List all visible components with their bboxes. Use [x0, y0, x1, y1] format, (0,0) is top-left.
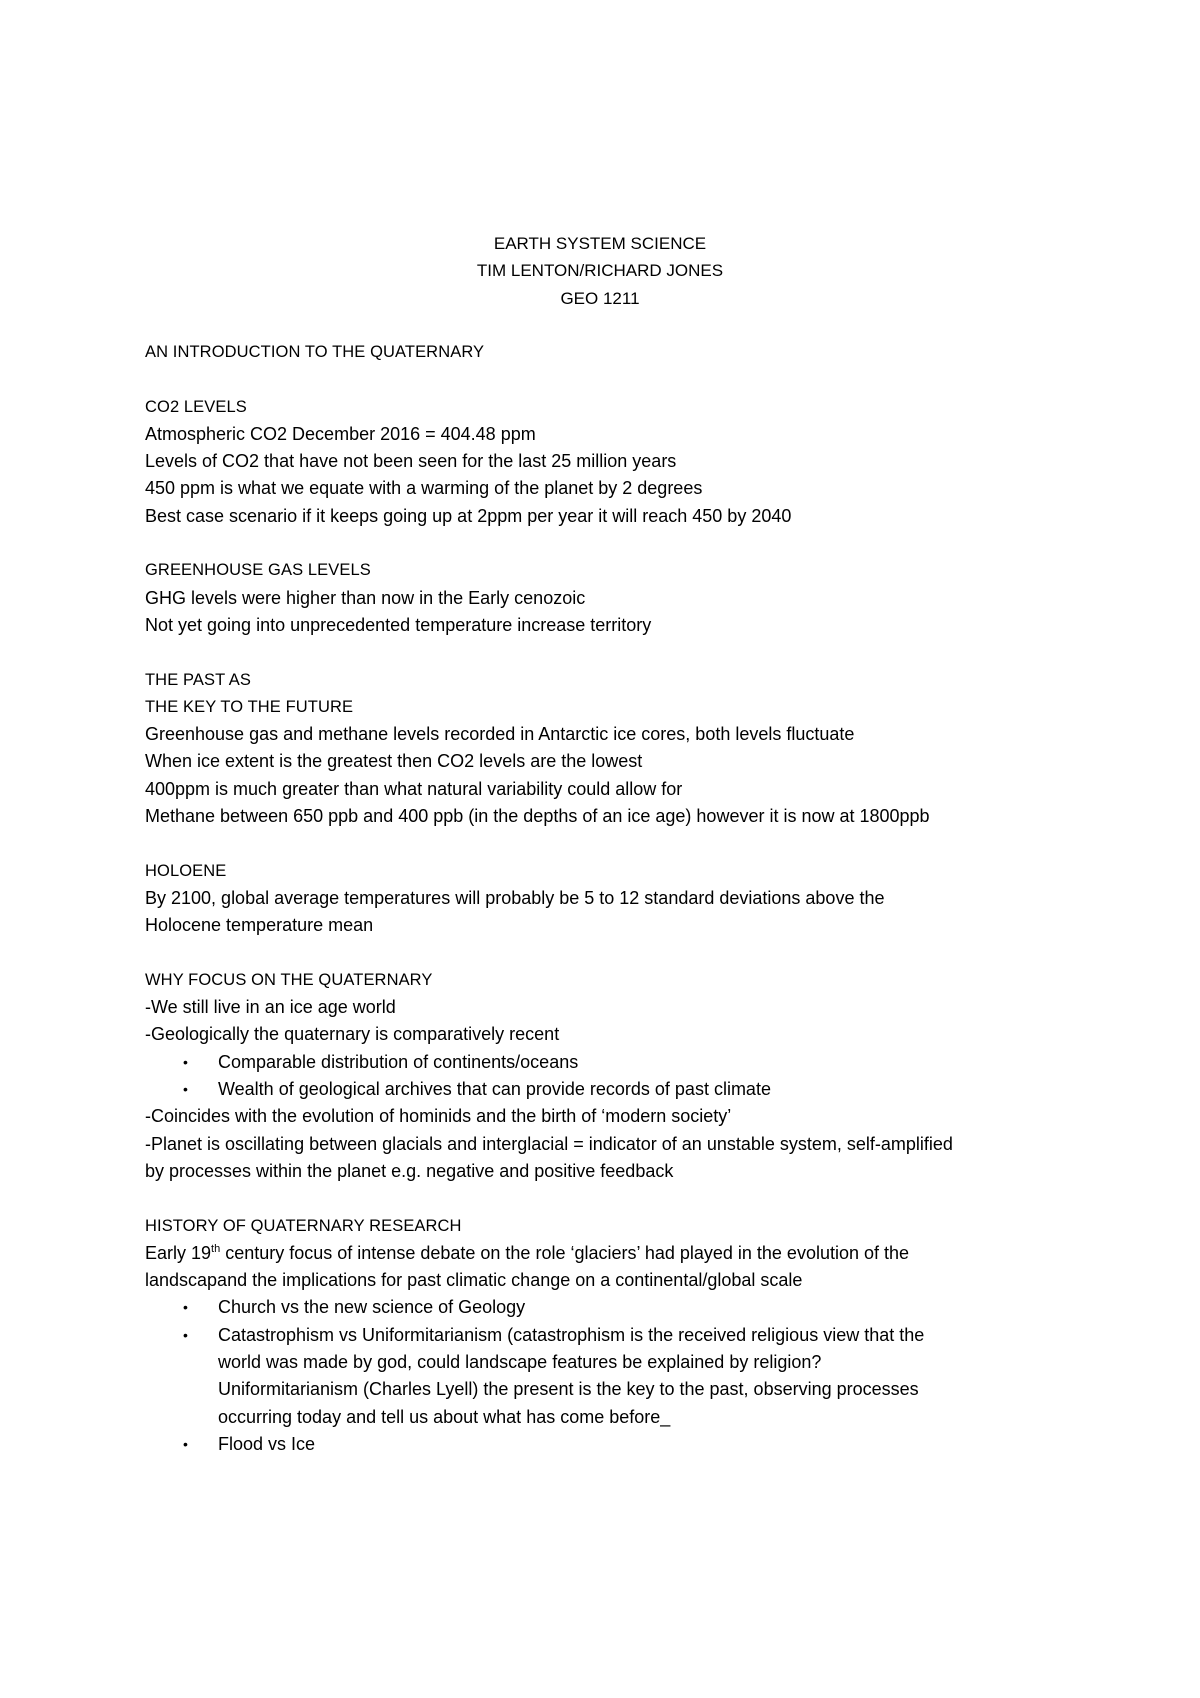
history-bullet-text: Uniformitarianism (Charles Lyell) the present is the key to the past, observing processes: [218, 1379, 919, 1400]
past-heading: THE KEY TO THE FUTURE: [145, 697, 354, 716]
co2-line: 450 ppm is what we equate with a warming of the planet by 2 degrees: [145, 478, 703, 499]
holoene-line: Holocene temperature mean: [145, 915, 374, 936]
history-text: Early 19: [145, 1242, 212, 1263]
spacer: [145, 830, 1075, 857]
history-bullet-text: occurring today and tell us about what has come before_: [218, 1406, 671, 1427]
past-line: When ice extent is the greatest then CO2 levels are the lowest: [145, 751, 643, 772]
past-line: Methane between 650 ppb and 400 ppb (in the depths of an ice age) however it is now at 1800ppb: [145, 806, 930, 827]
intro-heading: AN INTRODUCTION TO THE QUATERNARY: [145, 343, 485, 361]
co2-line: Best case scenario if it keeps going up at 2ppm per year it will reach 450 by 2040: [145, 505, 792, 526]
history-line: [145, 1240, 1075, 1267]
why-bullet-text: Comparable distribution of continents/oceans: [218, 1051, 579, 1072]
past-heading: THE PAST AS: [145, 670, 251, 689]
why-line: -We still live in an ice age world: [145, 997, 396, 1018]
spacer: [145, 366, 1075, 393]
ordinal-suffix: th: [211, 1242, 221, 1255]
why-heading: WHY FOCUS ON THE QUATERNARY: [145, 970, 433, 989]
list-item: [145, 1294, 1075, 1321]
past-line: Greenhouse gas and methane levels recorded in Antarctic ice cores, both levels fluctuate: [145, 724, 855, 745]
history-bullet-text: Church vs the new science of Geology: [218, 1297, 526, 1318]
spacer: [145, 530, 1075, 557]
why-line: -Planet is oscillating between glacials and interglacial = indicator of an unstable system, self-amplified: [145, 1133, 953, 1154]
bullet-icon: •: [183, 1299, 188, 1316]
spacer: [145, 940, 1075, 967]
history-heading: HISTORY OF QUATERNARY RESEARCH: [145, 1216, 462, 1235]
history-text: century focus of intense debate on the role ‘glaciers’ had played in the evolution of the: [220, 1242, 910, 1263]
notes-body: [145, 339, 1075, 1458]
course-title: EARTH SYSTEM SCIENCE: [493, 234, 707, 253]
holoene-heading: HOLOENE: [145, 861, 227, 880]
list-item: [145, 1049, 1075, 1076]
list-item: [145, 1322, 1075, 1431]
bullet-icon: •: [183, 1081, 188, 1098]
past-line: 400ppm is much greater than what natural variability could allow for: [145, 778, 683, 799]
bullet-icon: •: [183, 1326, 188, 1343]
why-line: -Coincides with the evolution of hominids and the birth of ‘modern society’: [145, 1106, 732, 1127]
course-authors: TIM LENTON/RICHARD JONES: [476, 261, 724, 281]
history-bullet-text: Catastrophism vs Uniformitarianism (catastrophism is the received religious view that the: [218, 1324, 925, 1345]
history-bullet-text: world was made by god, could landscape features be explained by religion?: [218, 1351, 822, 1372]
co2-line: Atmospheric CO2 December 2016 = 404.48 ppm: [145, 423, 536, 444]
title-block: [0, 230, 1200, 312]
spacer: [145, 1185, 1075, 1212]
ghg-line: Not yet going into unprecedented temperature increase territory: [145, 614, 652, 635]
co2-line: Levels of CO2 that have not been seen for the last 25 million years: [145, 451, 677, 472]
ghg-heading: GREENHOUSE GAS LEVELS: [145, 561, 371, 580]
course-code: GEO 1211: [560, 288, 640, 308]
holoene-line: By 2100, global average temperatures will probably be 5 to 12 standard deviations above the: [145, 887, 885, 908]
history-line: landscapand the implications for past climatic change on a continental/global scale: [145, 1270, 803, 1291]
history-bullet-text: Flood vs Ice: [218, 1433, 316, 1454]
history-bullet-list: [145, 1294, 1075, 1458]
why-line: -Geologically the quaternary is comparatively recent: [145, 1024, 560, 1045]
bullet-icon: •: [183, 1053, 188, 1070]
why-bullet-list: [145, 1049, 1075, 1104]
co2-heading: CO2 LEVELS: [145, 397, 247, 416]
list-item: [145, 1431, 1075, 1458]
why-bullet-text: Wealth of geological archives that can provide records of past climate: [218, 1079, 771, 1100]
why-line: by processes within the planet e.g. negative and positive feedback: [145, 1160, 674, 1181]
spacer: [145, 639, 1075, 666]
list-item: [145, 1076, 1075, 1103]
ghg-line: GHG levels were higher than now in the Early cenozoic: [145, 587, 586, 608]
bullet-icon: •: [183, 1435, 188, 1452]
